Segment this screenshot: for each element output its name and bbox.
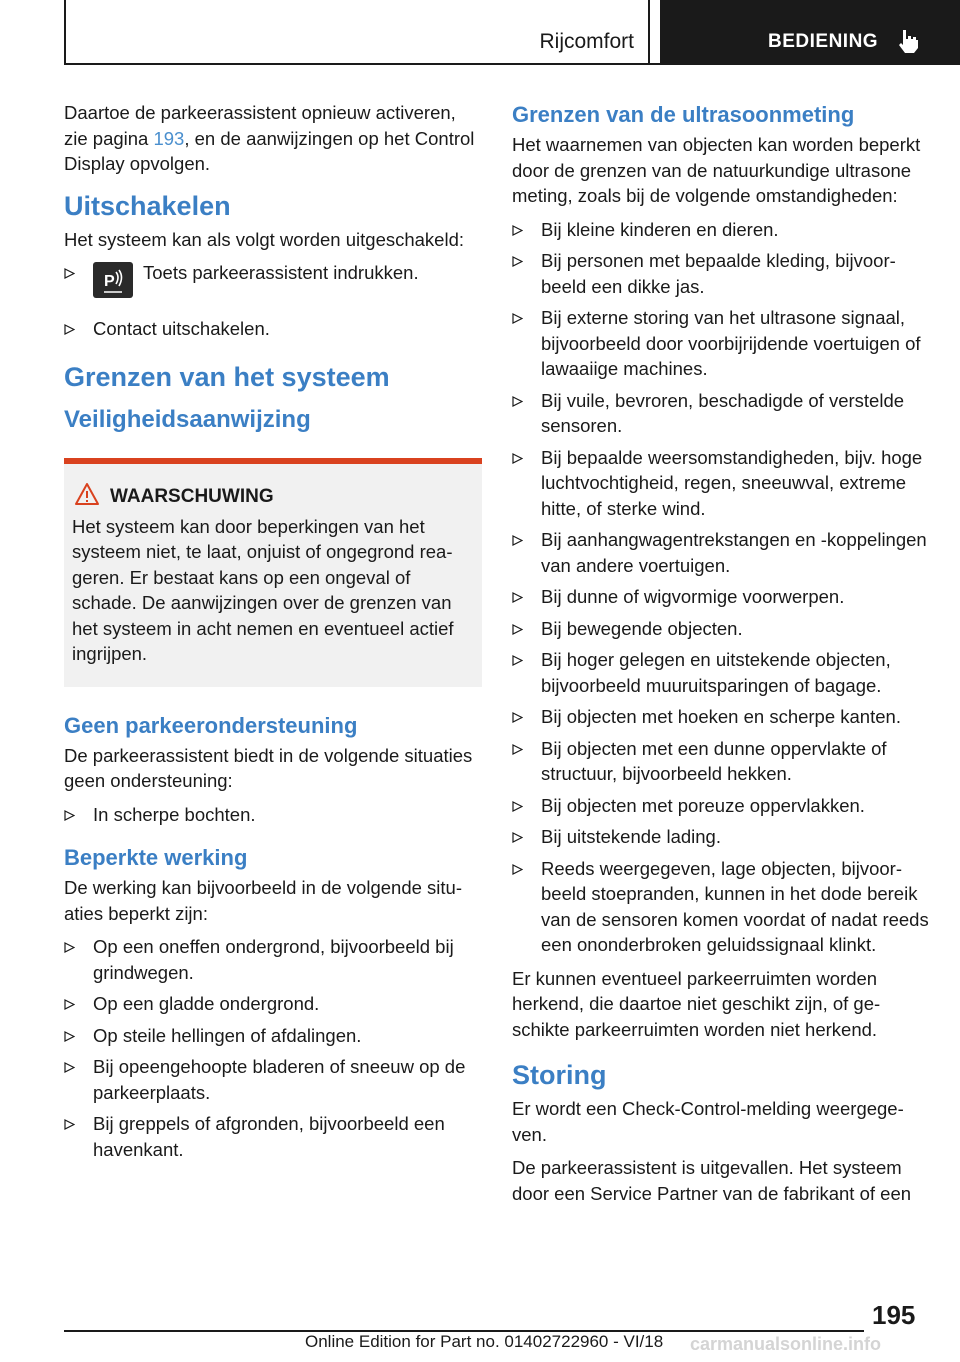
no-support-paragraph: De parkeerassistent biedt in de volgende situaties geen ondersteuning: [64,744,473,791]
list-item: Bij dunne of wigvormige voorwerpen. [512,584,930,610]
bullet-triangle-icon [64,1031,75,1042]
page-number: 195 [872,1300,916,1330]
warning-title: WAARSCHUWING [110,485,274,507]
header-section-title: Rijcomfort [539,30,634,53]
bullet-triangle-icon [512,313,523,324]
bullet-triangle-icon [512,744,523,755]
list-item: In scherpe bochten. [64,802,482,828]
bullet-triangle-icon [512,655,523,666]
header-rule [64,63,960,65]
bullet-triangle-icon [512,801,523,812]
warning-triangle-icon [74,482,100,506]
bullet-triangle-icon [64,999,75,1010]
parking-assistant-button-icon [93,262,133,298]
list-item: Op steile hellingen of afdalingen. [64,1023,482,1049]
header-chapter-box [660,0,960,64]
bullet-triangle-icon [64,1119,75,1130]
list-item: Bij bepaalde weersomstandigheden, bijv. hoge luchtvochtigheid, regen, sneeuwval, extreme hitte, of sterke wind. [512,445,930,522]
ultra-paragraph: Het waarnemen van objecten kan worden beperkt door de grenzen van de natuurkundige ultrasone meting, zoals bij de volgende omstandigheden: [512,134,921,206]
heading-uitschakelen: Uitschakelen [64,190,231,221]
off-paragraph: Het systeem kan als volgt worden uitgeschakeld: [64,228,465,250]
bullet-triangle-icon [512,396,523,407]
heading-grenzen-ultrasoonmeting: Grenzen van de ultrasoonmeting [512,102,855,127]
bullet-triangle-icon [512,712,523,723]
bullet-triangle-icon [64,942,75,953]
footer-edition: Online Edition for Part no. 01402722960 - VI/18 [305,1332,664,1351]
ultra-after-paragraph: Er kunnen eventueel parkeerruimten worden herkend, die daartoe niet geschikt zijn, of geschikte parkeerruimten worden niet herkend. [512,967,881,1040]
page-link-193[interactable]: 193 [153,127,185,149]
bullet-triangle-icon [512,864,523,875]
warning-box [64,464,482,687]
hand-pointer-icon [894,26,922,54]
right-column [512,100,930,1214]
bullet-triangle-icon [512,535,523,546]
list-item: Bij personen met bepaalde kleding, bijvoorbeeld een dikke jas. [512,248,930,299]
list-item: Bij objecten met hoeken en scherpe kanten. [512,704,930,730]
bullet-triangle-icon [64,1062,75,1073]
list-item: Bij opeengehoopte bladeren of sneeuw op de parkeerplaats. [64,1054,482,1105]
list-item: Contact uitschakelen. [64,316,482,342]
header-chapter-title: BEDIENING [768,31,879,52]
heading-veiligheidsaanwijzing: Veiligheidsaanwijzing [64,405,311,433]
list-item: Bij bewegende objecten. [512,616,930,642]
list-item: Bij objecten met poreuze oppervlakken. [512,793,930,819]
fault-paragraph-1: Er wordt een Check-Control-melding weergegeven. [512,1098,904,1145]
bullet-triangle-icon [512,225,523,236]
list-item: Bij objecten met een dunne oppervlakte of structuur, bijvoorbeeld hekken. [512,736,930,787]
left-column [64,100,482,1170]
list-item: Reeds weergegeven, lage objecten, bijvoorbeeld stoepranden, kunnen in het dode bereik van de sensoren komen voordat of nadat reeds een ononderbroken geluidssignaal klinkt. [512,856,930,958]
list-item: Bij aanhangwagentrekstangen en -koppelingen van andere voertuigen. [512,527,930,578]
heading-beperkte-werking: Beperkte werking [64,845,248,870]
warning-text: Het systeem kan door beperkingen van het systeem niet, te laat, onjuist of ongegrond reageren. Er bestaat kans op een ongeval of schade. De aanwijzingen over de grenzen van het systeem in acht nemen en eventueel actief ingrijpen. [72,515,454,664]
no-support-list [64,802,482,828]
bullet-triangle-icon [512,453,523,464]
header-section-box [64,0,650,64]
list-item: Op een oneffen ondergrond, bijvoorbeeld bij grindwegen. [64,934,482,985]
list-item: Bij externe storing van het ultrasone signaal, bijvoorbeeld door voorbijrijdende voertuigen of lawaaiige machines. [512,305,930,382]
ultra-list [512,217,930,958]
list-item: Bij greppels of afgronden, bijvoorbeeld een havenkant. [64,1111,482,1162]
heading-storing: Storing [512,1060,607,1090]
list-item: Bij kleine kinderen en dieren. [512,217,930,243]
svg-text:P: P [104,273,115,290]
list-item: Op een gladde ondergrond. [64,991,482,1017]
bullet-triangle-icon [512,592,523,603]
fault-paragraph-2: De parkeerassistent is uitgevallen. Het systeem door een Service Partner van de fabrikant of een [512,1157,912,1204]
list-item: Bij uitstekende lading. [512,824,930,850]
list-item: Bij hoger gelegen en uitstekende objecten, bijvoorbeeld muuruitsparingen of bagage. [512,647,930,698]
bullet-triangle-icon [512,832,523,843]
footer-watermark: carmanualsonline.info [690,1334,882,1354]
heading-geen-parkeerondersteuning: Geen parkeerondersteuning [64,712,358,738]
heading-grenzen-systeem: Grenzen van het systeem [64,361,390,392]
bullet-triangle-icon [64,324,75,335]
bullet-triangle-icon [512,256,523,267]
list-item: P Toets parkeerassistent indrukken. [64,260,482,310]
off-list [64,260,482,342]
intro-paragraph: Daartoe de parkeerassistent opnieuw activeren, zie pagina 193, en de aanwijzingen op het Control Display opvolgen. [64,102,475,174]
bullet-triangle-icon [512,624,523,635]
bullet-triangle-icon [64,268,75,279]
list-item: Bij vuile, bevroren, beschadigde of verstelde sensoren. [512,388,930,439]
limited-paragraph: De werking kan bijvoorbeeld in de volgende situaties beperkt zijn: [64,877,462,924]
limited-list [64,934,482,1162]
bullet-triangle-icon [64,810,75,821]
